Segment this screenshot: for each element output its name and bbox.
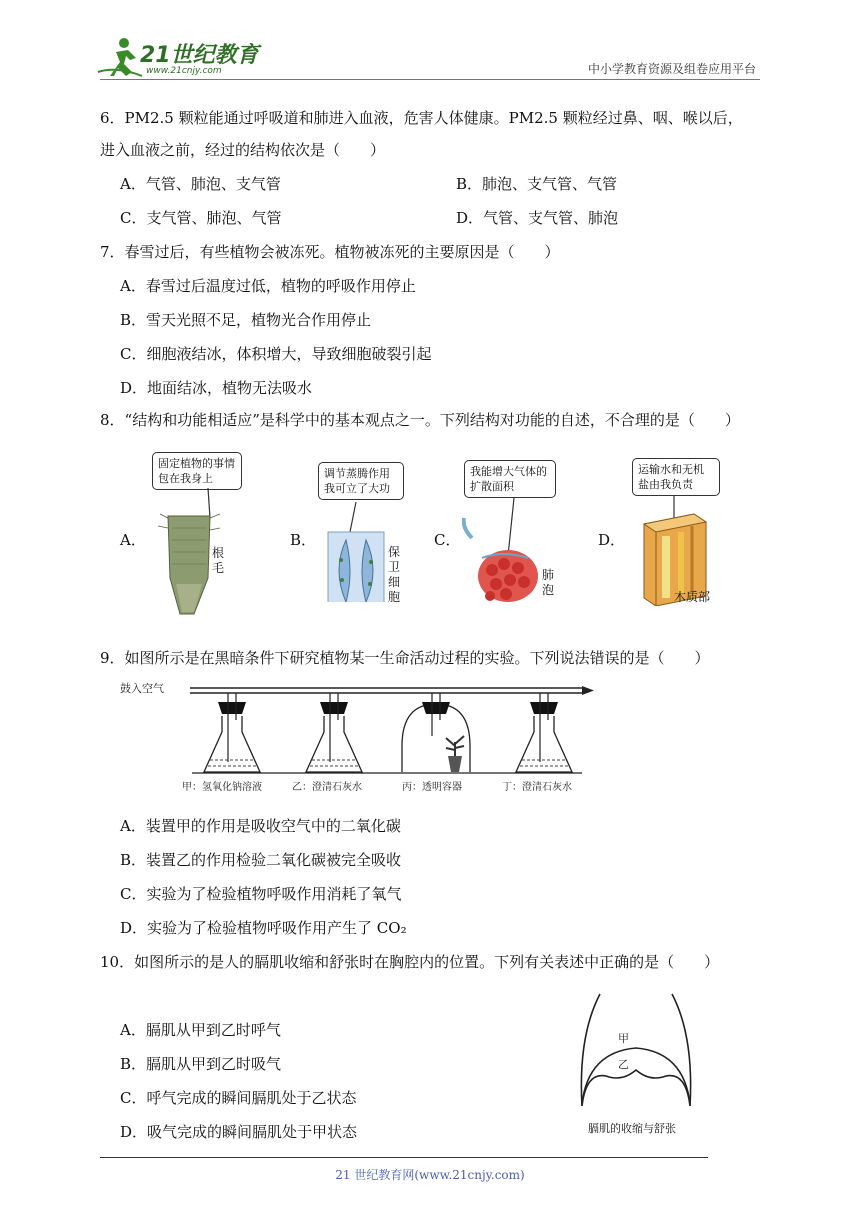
q10-stem: 10．如图所示的是人的膈肌收缩和舒张时在胸腔内的位置。下列有关表述中正确的是（ ）: [100, 953, 720, 971]
q8-callout-c: 我能增大气体的扩散面积: [464, 460, 556, 498]
q8-option-c-letter[interactable]: C．: [434, 531, 461, 549]
header-divider: [100, 79, 760, 80]
q8-option-b-letter[interactable]: B．: [290, 531, 317, 549]
alveoli-illustration: [462, 498, 542, 608]
label-alveolus: 肺泡: [542, 568, 555, 597]
label-guard-cell: 保卫细胞: [388, 545, 401, 604]
q6-stem-line2: 进入血液之前，经过的结构依次是（ ）: [100, 141, 386, 159]
platform-title: 中小学教育资源及组卷应用平台: [587, 62, 756, 76]
q8-option-a-letter[interactable]: A．: [120, 531, 146, 549]
caption-jia: 甲：氢氧化钠溶液: [182, 782, 262, 793]
footer-text[interactable]: 21 世纪教育网(www.21cnjy.com): [335, 1168, 525, 1182]
footer-divider: [100, 1157, 708, 1158]
logo-url: www.21cnjy.com: [146, 66, 222, 76]
header-logo: [96, 36, 266, 80]
q8-stem: 8．“结构和功能相适应”是科学中的基本观点之一。下列结构对功能的自述，不合理的是（ ）: [100, 411, 740, 429]
q9-option-d[interactable]: D．实验为了检验植物呼吸作用产生了 CO₂: [120, 919, 407, 937]
q8-callout-a: 固定植物的事情包在我身上: [152, 452, 242, 490]
label-jia: 甲: [618, 1032, 629, 1045]
caption-yi: 乙：澄清石灰水: [292, 782, 362, 793]
logo-text: 21世纪教育: [140, 43, 259, 68]
air-inlet-label: 鼓入空气: [120, 682, 164, 695]
q8-option-d-letter[interactable]: D．: [598, 531, 626, 549]
q6-option-a[interactable]: A．气管、肺泡、支气管: [120, 175, 281, 193]
runner-logo-icon: [96, 36, 146, 80]
q9-option-c[interactable]: C．实验为了检验植物呼吸作用消耗了氧气: [120, 885, 402, 903]
q7-option-d[interactable]: D．地面结冰，植物无法吸水: [120, 379, 313, 397]
guard-cell-illustration: [326, 502, 386, 602]
q6-option-c[interactable]: C．支气管、肺泡、气管: [120, 209, 282, 227]
q8-callout-b: 调节蒸腾作用我可立了大功: [318, 462, 404, 500]
q9-stem: 9．如图所示是在黑暗条件下研究植物某一生命活动过程的实验。下列说法错误的是（ ）: [100, 649, 710, 667]
caption-ding: 丁：澄清石灰水: [502, 782, 572, 793]
label-yi: 乙: [618, 1058, 629, 1071]
q7-option-b[interactable]: B．雪天光照不足，植物光合作用停止: [120, 311, 372, 329]
q9-apparatus-figure: [112, 676, 612, 796]
q10-option-d[interactable]: D．吸气完成的瞬间膈肌处于甲状态: [120, 1123, 358, 1141]
q9-option-b[interactable]: B．装置乙的作用检验二氧化碳被完全吸收: [120, 851, 402, 869]
label-xylem: 木质部: [674, 590, 711, 604]
label-root-hair: 根毛: [212, 546, 225, 575]
q10-option-b[interactable]: B．膈肌从甲到乙时吸气: [120, 1055, 282, 1073]
q7-stem: 7．春雪过后，有些植物会被冻死。植物被冻死的主要原因是（ ）: [100, 243, 560, 261]
potted-plant-icon: [446, 736, 464, 772]
q8-callout-d: 运输水和无机盐由我负责: [632, 458, 720, 496]
q6-option-d[interactable]: D．气管、支气管、肺泡: [456, 209, 619, 227]
q10-option-a[interactable]: A．膈肌从甲到乙时呼气: [120, 1021, 281, 1039]
q6-option-b[interactable]: B．肺泡、支气管、气管: [456, 175, 618, 193]
diaphragm-caption: 膈肌的收缩与舒张: [588, 1122, 676, 1135]
q10-option-c[interactable]: C．呼气完成的瞬间膈肌处于乙状态: [120, 1089, 357, 1107]
q7-option-a[interactable]: A．春雪过后温度过低，植物的呼吸作用停止: [120, 277, 416, 295]
q7-option-c[interactable]: C．细胞液结冰，体积增大，导致细胞破裂引起: [120, 345, 432, 363]
caption-bing: 丙：透明容器: [402, 782, 462, 793]
q6-stem-line1: 6．PM2.5 颗粒能通过呼吸道和肺进入血液，危害人体健康。PM2.5 颗粒经过鼻、咽、喉以后，: [100, 109, 743, 127]
diaphragm-figure: [572, 986, 702, 1142]
q9-option-a[interactable]: A．装置甲的作用是吸收空气中的二氧化碳: [120, 817, 401, 835]
